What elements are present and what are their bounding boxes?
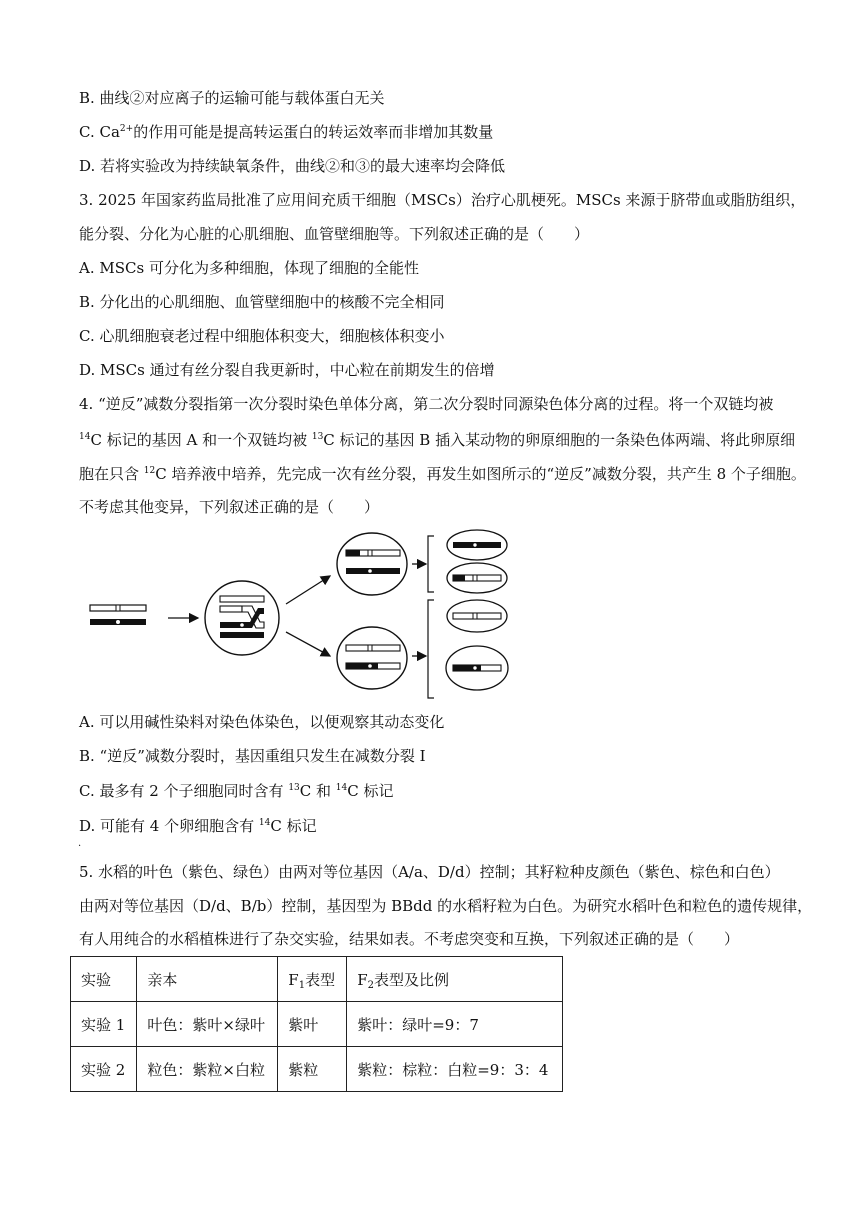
reverse-meiosis-diagram xyxy=(72,528,532,708)
header-experiment: 实验 xyxy=(71,957,137,1002)
q3-option-a: A. MSCs 可分化为多种细胞，体现了细胞的全能性 xyxy=(79,259,419,277)
q2-option-b: B. 曲线②对应离子的运输可能与载体蛋白无关 xyxy=(79,89,385,107)
arrow-2-up xyxy=(286,576,330,604)
table-header-row xyxy=(71,957,563,1002)
q4-option-a: A. 可以用碱性染料对染色体染色，以便观察其动态变化 xyxy=(79,713,445,731)
q3-stem-line2: 能分裂、分化为心脏的心肌细胞、血管壁细胞等。下列叙述正确的是（ ） xyxy=(79,225,590,243)
cell-f1: 紫粒 xyxy=(278,1047,347,1092)
initial-chromosome-pair xyxy=(90,605,146,625)
stray-dot: . xyxy=(78,838,82,849)
daughter-cell-4 xyxy=(446,646,508,690)
q2-option-d: D. 若将实验改为持续缺氧条件，曲线②和③的最大速率均会降低 xyxy=(79,157,506,175)
cell-experiment: 实验 2 xyxy=(71,1047,137,1092)
q3-stem-line1: 3. 2025 年国家药监局批准了应用间充质干细胞（MSCs）治疗心肌梗死。MSCs 来源于脐带血或脂肪组织， xyxy=(79,191,806,209)
q5-stem-line3: 有人用纯合的水稻植株进行了杂交实验，结果如表。不考虑突变和互换，下列叙述正确的是（ ） xyxy=(79,930,740,948)
bracket-upper xyxy=(428,536,434,592)
daughter-cell-3 xyxy=(447,600,507,632)
q4-stem-line3: 胞在只含 $^{12}$C 培养液中培养，先完成一次有丝分裂，再发生如图所示的“逆反”减数分裂，共产生 8 个子细胞。 xyxy=(79,465,806,483)
q3-option-c: C. 心肌细胞衰老过程中细胞体积变大，细胞核体积变小 xyxy=(79,327,445,345)
q4-option-c: C. 最多有 2 个子细胞同时含有 $^{13}$C 和 $^{14}$C 标记 xyxy=(79,782,394,800)
table-row xyxy=(71,1002,563,1047)
q4-option-b: B. “逆反”减数分裂时，基因重组只发生在减数分裂 I xyxy=(79,747,426,765)
cell-parents: 粒色：紫粒×白粒 xyxy=(137,1047,278,1092)
cell-f2: 紫粒：棕粒：白粒=9：3：4 xyxy=(347,1047,563,1092)
q5-stem-line2: 由两对等位基因（D/d、B/b）控制，基因型为 BBdd 的水稻籽粒为白色。为研究水稻叶色和粒色的遗传规律， xyxy=(79,897,813,915)
daughter-cell-1 xyxy=(447,530,507,560)
lower-secondary-cell xyxy=(337,627,407,689)
q3-option-d: D. MSCs 通过有丝分裂自我更新时，中心粒在前期发生的倍增 xyxy=(79,361,495,379)
crossover-cell xyxy=(205,581,279,655)
q4-stem-line2: $^{14}$C 标记的基因 A 和一个双链均被 $^{13}$C 标记的基因 B 插入某动物的卵原细胞的一条染色体两端、将此卵原细 xyxy=(79,431,796,449)
cell-parents: 叶色：紫叶×绿叶 xyxy=(137,1002,278,1047)
header-parents: 亲本 xyxy=(137,957,278,1002)
bracket-lower xyxy=(428,600,434,698)
q4-stem-line1: 4. “逆反”减数分裂指第一次分裂时染色单体分离，第二次分裂时同源染色体分离的过程。将一个双链均被 xyxy=(79,395,774,413)
arrow-2-down xyxy=(286,632,330,656)
cell-f1: 紫叶 xyxy=(278,1002,347,1047)
header-f1: $F_1$表型 xyxy=(278,957,347,1002)
daughter-cell-2 xyxy=(447,563,507,593)
cell-f2: 紫叶：绿叶=9：7 xyxy=(347,1002,563,1047)
upper-secondary-cell xyxy=(337,533,407,595)
q5-stem-line1: 5. 水稻的叶色（紫色、绿色）由两对等位基因（A/a、D/d）控制；其籽粒种皮颜色（紫色、棕色和白色） xyxy=(79,863,780,881)
header-f2: $F_2$表型及比例 xyxy=(347,957,563,1002)
q3-option-b: B. 分化出的心肌细胞、血管壁细胞中的核酸不完全相同 xyxy=(79,293,445,311)
table-row xyxy=(71,1047,563,1092)
q2-option-c: C. $Ca^{2+}$的作用可能是提高转运蛋白的转运效率而非增加其数量 xyxy=(79,123,494,141)
cell-experiment: 实验 1 xyxy=(71,1002,137,1047)
q4-option-d: D. 可能有 4 个卵细胞含有 $^{14}$C 标记 xyxy=(79,817,317,835)
results-table xyxy=(70,956,563,1092)
q4-stem-line4: 不考虑其他变异，下列叙述正确的是（ ） xyxy=(79,498,380,516)
